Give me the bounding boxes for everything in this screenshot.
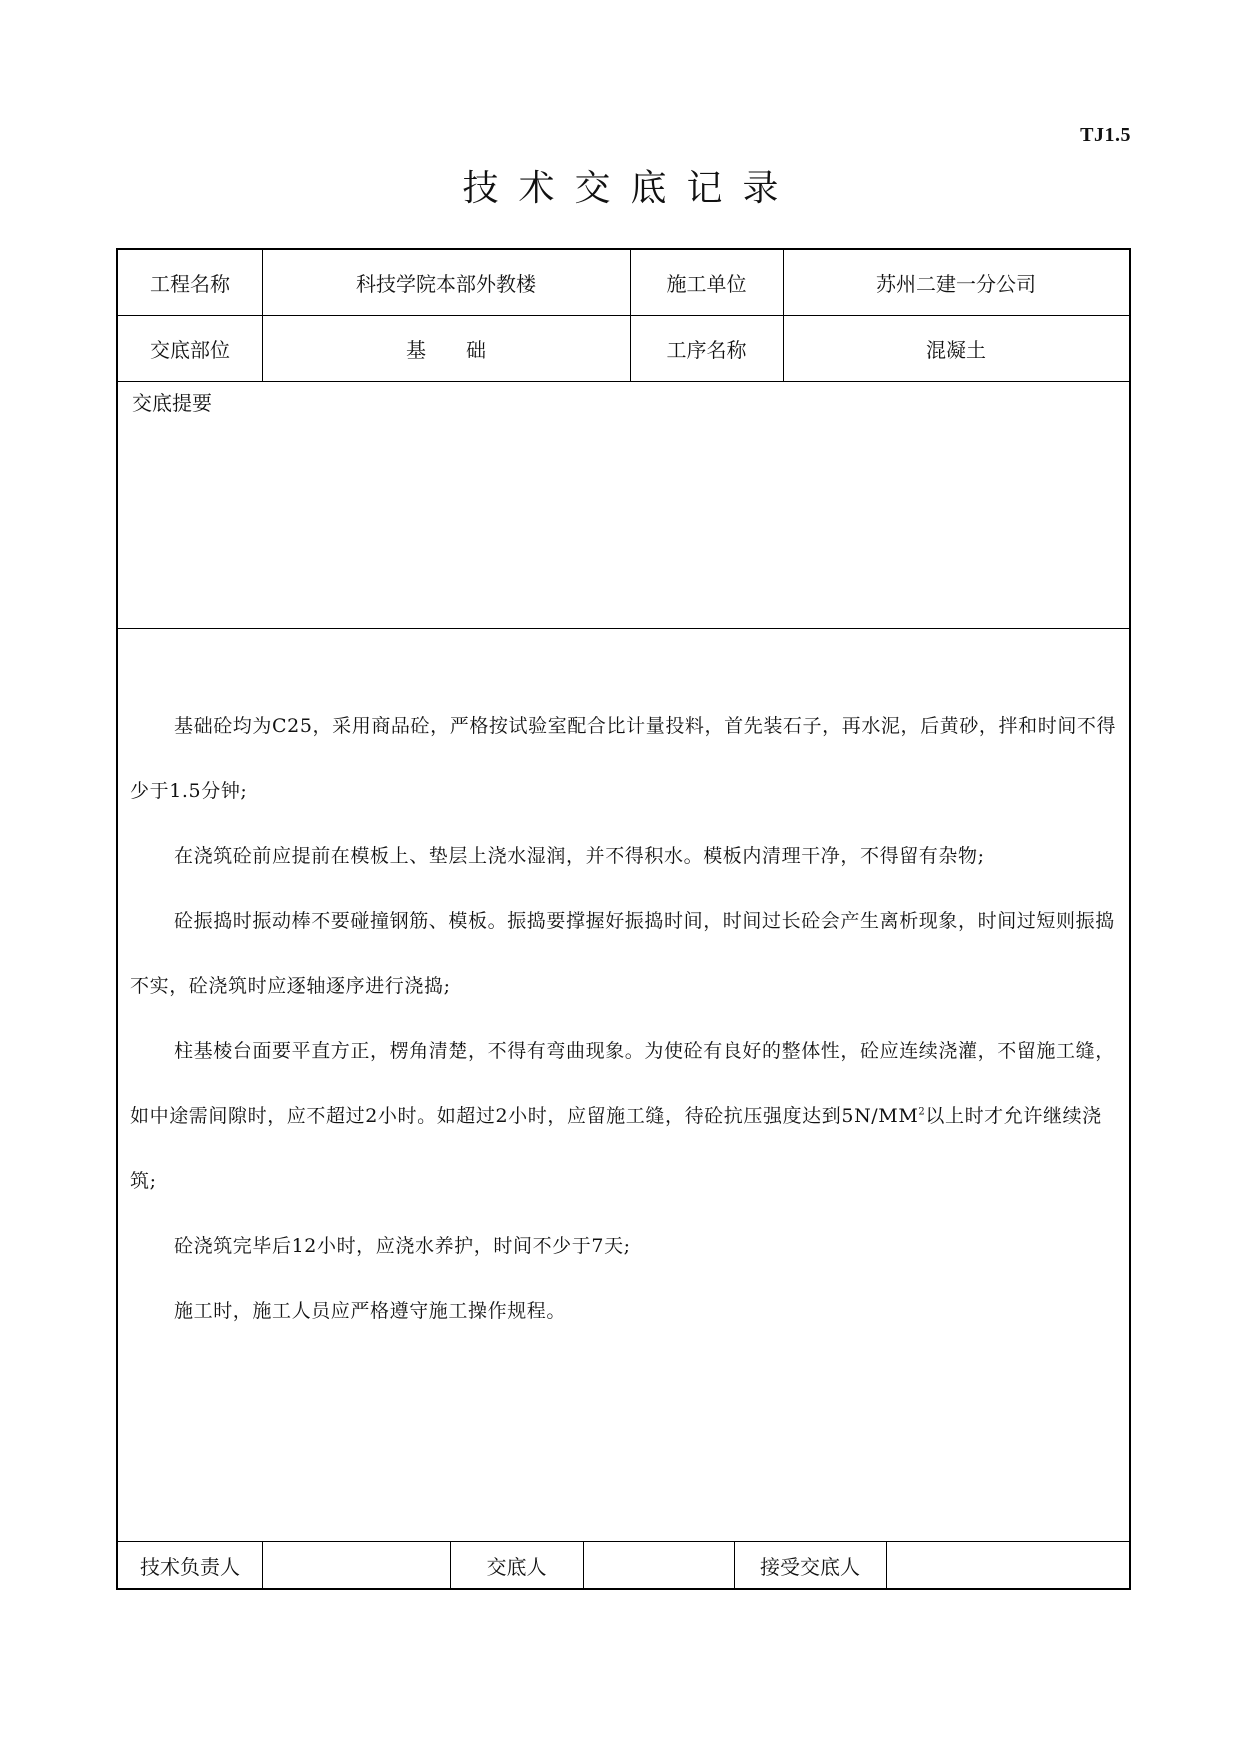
row-divider <box>118 381 1129 382</box>
content-text: 柱基棱台面要平直方正，楞角清楚，不得有弯曲现象。为使砼有良好的整体性，砼应连续浇灌，不留施工缝，如中途需间隙时，应不超过2小时。如超过2小时，应留施工缝，待砼抗压强度达到5N/MM <box>130 1040 1115 1127</box>
receiver-label: 接受交底人 <box>760 1555 860 1579</box>
tech-lead-field[interactable] <box>262 1541 450 1590</box>
content-paragraph: 基础砼均为C25，采用商品砼，严格按试验室配合比计量投料，首先装石子，再水泥，后黄砂，拌和时间不得少于1.5分钟; <box>130 715 1117 802</box>
content-paragraph: 在浇筑砼前应提前在模板上、垫层上浇水湿润，并不得积水。模板内清理干净，不得留有杂物; <box>174 845 985 867</box>
document-title: 技术交底记录 <box>462 168 799 209</box>
content-text: 以上时才允许继续浇筑; <box>130 1105 1102 1192</box>
row-divider <box>118 628 1129 629</box>
tech-lead-label: 技术负责人 <box>140 1555 240 1579</box>
disclosure-form <box>116 248 1131 1590</box>
project-name-label: 工程名称 <box>150 272 230 296</box>
contractor-label: 施工单位 <box>666 272 747 296</box>
content-paragraph: 砼振捣时振动棒不要碰撞钢筋、模板。振捣要撑握好振捣时间，时间过长砼会产生离析现象，时间过短则振捣不实，砼浇筑时应逐轴逐序进行浇捣; <box>130 910 1115 997</box>
process-label: 工序名称 <box>666 337 747 362</box>
summary-label: 交底提要 <box>132 391 212 415</box>
project-name-value: 科技学院本部外教楼 <box>356 272 536 296</box>
superscript: 2 <box>918 1106 926 1118</box>
discloser-label: 交底人 <box>486 1555 547 1579</box>
process-value: 混凝土 <box>926 337 986 362</box>
part-value: 基 础 <box>406 337 486 362</box>
part-label: 交底部位 <box>150 337 230 362</box>
contractor-value: 苏州二建一分公司 <box>876 272 1036 296</box>
content-paragraph: 施工时，施工人员应严格遵守施工操作规程。 <box>174 1300 567 1322</box>
receiver-field[interactable] <box>886 1541 1129 1590</box>
content-paragraph <box>130 1019 1117 1214</box>
discloser-field[interactable] <box>583 1541 734 1590</box>
document-code: TJ1.5 <box>1080 124 1131 146</box>
content-paragraph: 砼浇筑完毕后12小时，应浇水养护，时间不少于7天; <box>174 1235 631 1257</box>
